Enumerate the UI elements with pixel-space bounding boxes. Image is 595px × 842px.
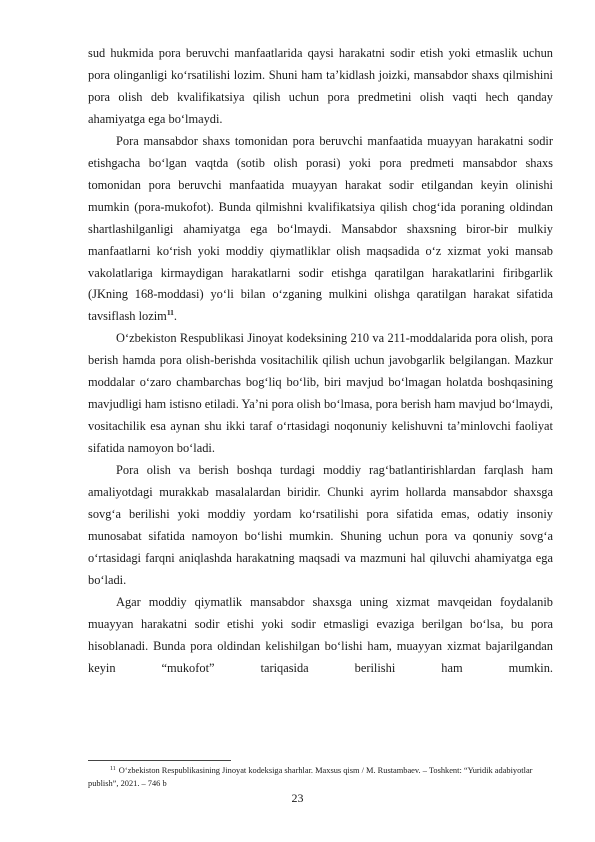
paragraph-pora-timing [88,131,553,329]
page-number: 23 [291,791,304,805]
paragraph-continuation: sud hukmida pora beruvchi manfaatlarida qaysi harakatni sodir etish yoki etmaslik uchun pora olinganligi ko‘rsatilishi lozim. Shuni ham ta’kidlash joizki, mansabdor shaxs qilmishini pora olish deb kvalifikatsiya qilish uchun pora predmetini olish vaqti hech qanday ahamiyatga ega bo‘lmaydi. [88,46,553,126]
footnote-divider [88,760,231,761]
page-body [88,43,553,680]
footnote-number: 11 [110,766,116,772]
paragraph-distinction: Pora olish va berish boshqa turdagi moddiy rag‘batlantirishlardan farqlash ham amaliyotdagi murakkab masalalardan biridir. Chunki ayrim hollarda mansabdor shaxsga sovg‘a berilishi yoki moddiy yordam ko‘rsatilishi pora sifatida emas, odatiy insoniy munosabat sifatida namoyon bo‘lishi mumkin. Shuning uchun pora va qonuniy sovg‘a o‘rtasidagi farqni aniqlashda harakatning maqsadi va mazmuni hal qiluvchi ahamiyatga ega bo‘ladi. [88,463,553,587]
paragraph-definition: Agar moddiy qiymatlik mansabdor shaxsga uning xizmat mavqeidan foydalanib muayyan harakatni sodir etishi yoki sodir etmasligi evaziga berilgan bo‘lsa, bu pora hisoblanadi. Bunda pora oldindan kelishilgan bo‘lishi ham, muayyan xizmat bajarilgandan keyin “mukofot” tariqasida berilishi ham mumkin. [88,594,553,675]
footnote-text: O‘zbekiston Respublikasining Jinoyat kodeksiga sharhlar. Maxsus qism / M. Rustambaev. – Toshkent: “Yuridik adabiyotlar publish”, 2021. – 746 b [88,766,533,788]
paragraph-end: . [173,309,178,324]
paragraph-text: Pora mansabdor shaxs tomonidan pora beruvchi manfaatida muayyan harakatni sodir etishgacha bo‘lgan vaqtda (sotib olish porasi) yoki pora predmeti mansabdor shaxs tomonidan pora beruvchi manfaatida muayyan harakat sodir etilgandan keyin olinishi mumkin (pora-mukofot). Bunda qilmishni kvalifikatsiya qilish chog‘ida poraning oldindan shartlashilganligi ahamiyatga ega bo‘lmaydi. Mansabdor shaxsning biror-bir mulkiy manfaatlarni ko‘rish yoki moddiy qiymatliklar olish maqsadida o‘z xizmat yoki mansab vakolatlariga kirmaydigan harakatlarni sodir etishga qaratilgan harakatlarini firibgarlik (JKning 168-moddasi) yo‘li bilan o‘zganing mulkini olishga qaratilgan harakat sifatida tavsiflash lozim [88,133,553,324]
paragraph-criminal-code: O‘zbekiston Respublikasi Jinoyat kodeksining 210 va 211-moddalarida pora olish, pora berish hamda pora olish-berishda vositachilik qilish uchun javobgarlik belgilangan. Mazkur moddalar o‘zaro chambarchas bog‘liq bo‘lib, biri mavjud bo‘lmagan holatda boshqasining mavjudligi ham istisno etiladi. Ya’ni pora olish bo‘lmasa, pora berish ham mavjud bo‘lmaydi, vositachilik esa aynan shu ikki taraf o‘rtasidagi noqonuniy kelishuvni ta’minlovchi faoliyat sifatida namoyon bo‘ladi. [88,331,553,456]
footnote-reference[interactable]: 11 [166,308,174,318]
footnote [88,763,553,790]
